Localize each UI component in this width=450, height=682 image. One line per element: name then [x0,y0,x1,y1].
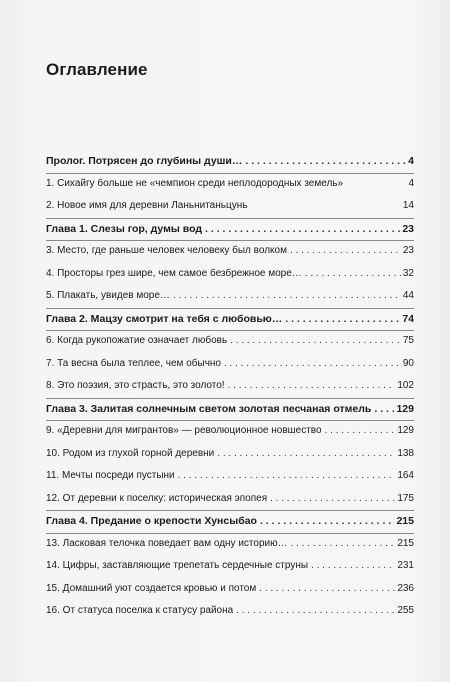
toc-page-number: 23 [402,245,414,256]
toc-page-number: 129 [396,402,414,415]
toc-page-number: 44 [402,290,414,301]
toc-section-entry [46,285,414,308]
toc-section-entry [46,330,414,353]
toc-entry-title: 5. Плакать, увидев море… [46,290,170,301]
toc-page-number: 215 [396,515,414,527]
dot-leader [217,443,395,466]
toc-page-number: 236 [397,582,414,594]
toc-page-number: 231 [397,560,414,571]
dot-leader [173,285,401,308]
toc-entry-title: 4. Просторы грез шире, чем самое безбрежное море… [46,267,302,279]
toc-section-entry [46,443,414,466]
toc-page-number: 255 [397,605,414,616]
toc-section-entry [46,173,414,196]
toc-chapter-entry [46,150,414,173]
toc-entry-title: Пролог. Потрясен до глубины души… [46,155,243,167]
dot-leader [311,555,395,578]
toc-section-entry [46,375,414,398]
toc-section-entry [46,600,414,623]
toc-page-number: 175 [397,492,414,504]
toc-section-entry [46,195,414,218]
toc-entry-title: 2. Новое имя для деревни Ланьнитаньцунь [46,200,248,211]
toc-entry-title: Глава 1. Слезы гор, думы вод [46,222,203,235]
toc-entry-title: 15. Домашний уют создается кровью и потом [46,582,257,594]
toc-entry-title: 12. От деревни к поселку: историческая эпопея [46,492,268,504]
toc-page-number: 4 [408,155,414,167]
dot-leader [290,240,401,263]
dot-leader [291,533,396,556]
toc-entry-title: 16. От статуса поселка к статусу района [46,605,234,616]
toc-entry-title: 9. «Деревни для мигрантов» — революционное новшество [46,425,322,436]
dot-leader [270,488,395,511]
toc-page-number: 215 [397,537,414,549]
toc-page-number: 75 [402,335,414,346]
toc-page-number: 138 [397,447,414,459]
toc-entry-title: Глава 3. Залитая солнечным светом золотая песчаная отмель [46,402,372,415]
dot-leader [224,353,401,376]
toc-page-number: 4 [408,177,414,189]
toc-entry-title: 3. Место, где раньше человек человеку был волком [46,245,287,256]
toc-entry-title: 1. Сихайгу больше не «чемпион среди неплодородных земель» [46,177,344,189]
toc-section-entry [46,555,414,578]
table-of-contents [46,150,414,623]
dot-leader [305,263,401,286]
toc-chapter-entry [46,308,414,331]
dot-leader [260,510,395,533]
toc-chapter-entry [46,398,414,421]
dot-leader [205,218,400,241]
toc-section-entry [46,240,414,263]
toc-section-entry [46,488,414,511]
toc-section-entry [46,353,414,376]
toc-section-entry [46,263,414,286]
toc-page-number: 14 [402,200,414,211]
dot-leader [245,150,406,173]
dot-leader [230,330,401,353]
toc-section-entry [46,578,414,601]
toc-page-number: 32 [402,267,414,279]
toc-entry-title: 7. Та весна была теплее, чем обычно [46,357,221,369]
dot-leader [178,465,396,488]
dot-leader [374,398,394,421]
toc-section-entry [46,420,414,443]
dot-leader [228,375,396,398]
toc-page-number: 90 [402,357,414,369]
dot-leader [259,578,395,601]
toc-entry-title: 8. Это поэзия, это страсть, это золото! [46,380,225,391]
toc-heading: Оглавление [46,60,148,79]
toc-entry-title: 13. Ласковая телочка поведает вам одну историю… [46,537,288,549]
toc-entry-title: 14. Цифры, заставляющие трепетать сердечные струны [46,560,309,571]
toc-section-entry [46,533,414,556]
toc-page-number: 164 [397,470,414,481]
toc-page-number: 129 [397,425,414,436]
toc-entry-title: Глава 4. Предание о крепости Хунсыбао [46,515,257,527]
toc-page-number: 23 [402,222,414,235]
toc-chapter-entry [46,218,414,241]
toc-entry-title: 6. Когда рукопожатие означает любовь [46,335,228,346]
dot-leader [285,308,400,331]
dot-leader [236,600,395,623]
dot-leader [325,420,396,443]
toc-entry-title: 11. Мечты посреди пустыни [46,470,175,481]
toc-entry-title: 10. Родом из глухой горной деревни [46,447,215,459]
toc-chapter-entry [46,510,414,533]
toc-section-entry [46,465,414,488]
toc-page-number: 102 [397,380,414,391]
toc-page-number: 74 [402,312,414,325]
toc-entry-title: Глава 2. Мацзу смотрит на тебя с любовью… [46,312,283,325]
